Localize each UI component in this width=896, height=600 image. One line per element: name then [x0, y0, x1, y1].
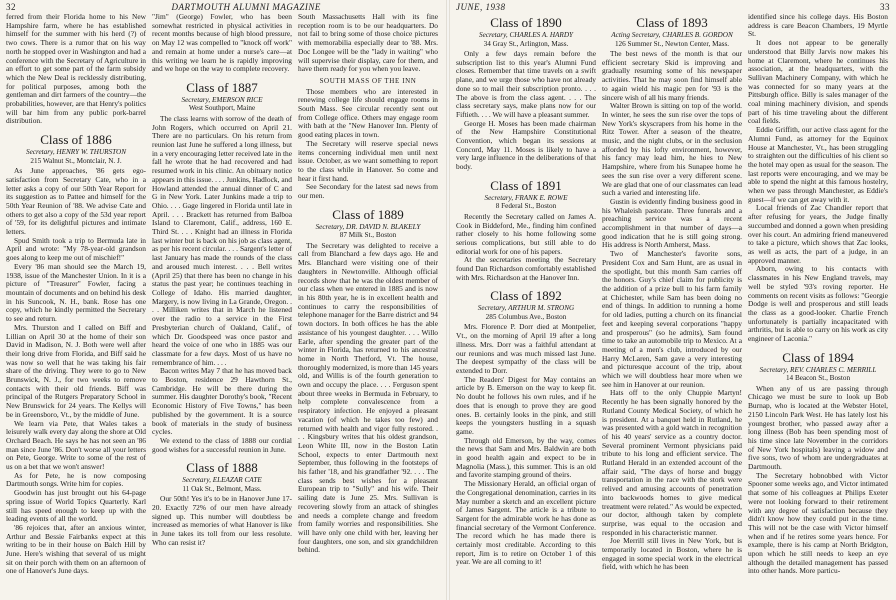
paragraph: Gustin is evidently finding business good in his Whaleish pastorate. Three funerals and a preaching service was a recent accomplishment in that number of days—a good indication that he is still going strong. His address is North Amherst, Mass. — [602, 196, 742, 250]
class-secretary: Secretary, HENRY W. THURSTON — [25, 148, 127, 157]
left-running-head — [6, 2, 321, 12]
right-running-head — [456, 2, 890, 12]
paragraph: Those members who are interested in renewing college life should engage rooms in South Mass. See circular recently sent out from College office. Others may engage room with bath at the "New Hanover Inn. Plenty of good eating places in town. — [298, 86, 438, 140]
issue-date: JUNE, 1938 — [456, 2, 506, 12]
right-page — [450, 0, 896, 600]
class-heading-1886: Class of 1886 — [40, 132, 112, 148]
class-heading-1890: Class of 1890 — [490, 15, 562, 30]
right-column-3 — [748, 13, 888, 600]
paragraph: Spud Smith took a trip to Bermuda late in April and wrote: "My 78-year-old grandson goes along to keep me out of mischief!" — [6, 235, 146, 263]
class-heading-1892: Class of 1892 — [490, 288, 562, 304]
paragraph: Mrs. Florence P. Dorr died at Montpelier, Vt., on the morning of April 19 after a long illness. Mrs. Dorr was a faithful attendant at our reunions and was much missed last June. The deepest sympathy of the class will be extended to Dorr. — [456, 322, 596, 375]
class-address: 34 Gray St., Arlington, Mass. — [483, 39, 569, 48]
page-number-right: 33 — [880, 2, 890, 12]
paragraph: identified since his college days. His Boston address is care Beacon Chambers, 19 Myrtle St. — [748, 13, 888, 39]
paragraph: Every '86 man should see the March 19, 1938, issue of the Manchester Union. In it is a picture of "Treasurer" Fowler, facing a mountain of documents and on behind his desk in his Suncook, N. H., bank. Rose has one copy, which he kindly permitted the Secretary to see and return. — [6, 261, 146, 324]
class-secretary: Secretary, REV. CHARLES C. MERRILL — [759, 365, 877, 374]
paragraph: Walter Brown is sitting on top of the world. In winter, he sees the sun rise over the tops of New York's skyscrapers from his home in the Ritz Tower. After a season of the theatre, music, and the night clubs, or in the seclusion afforded by his lofty environment, however, his fancy may lead him, he hies to New Hampshire, where from his Sunapee home he sees the sun rise over a very different scene. We are glad that one of our classmates can lead such a varied and interesting life. — [602, 101, 742, 198]
left-page — [0, 0, 446, 600]
class-secretary: Secretary, ARTHUR M. STRONG — [477, 304, 575, 313]
class-secretary: Secretary, CHARLES A. HARDY — [478, 31, 574, 39]
paragraph: Bacon writes May 7 that he has moved back to Boston, residence 29 Hawthorn St., Cambridge. He will be there during the summer. His daughter Dorothy's book, "Recent Economic History of Five Towns," has been published by the government. It is a source book of materials in the study of business cycles. — [152, 366, 292, 437]
paragraph: The class learns with sorrow of the death of John Rogers, which occurred on April 21. There are no particulars. On his return from reunion last June he suffered a long illness, but in a very encouraging letter received late in the fall he wrote that he had recovered and had resumed work in his clinic. An obituary notice appears in this issue. . . . Junkins, Hadlock, and Howland attended the annual dinner of C and G in New York. Later Junkins made a trip to Ohio. . . . Gage lingered in Florida until late in April. . . . Brackett has returned from Balboa Island to Claremont, Calif., address, 160 E. Third St. . . . Knight had an illness in Florida last winter but is back on his job as class agent, as per his recent circular. . . . Sargent's letter of last January has made the rounds of the class and aroused much interest. . . . Bell writes (April 25) that there has been no change in his status the past year; he continues teaching in College of Idaho. His married daughter, Margery, is now living in La Grande, Oregon. . . . Milliken writes that in March he listened over the radio to a service in the First Presbyterian church of Oakland, Calif., of which Dr. Goodspeed was once pastor and heard the voice of one who in 1885 was our classmate for a few days. Most of us have no remembrance of him. . . . — [152, 113, 292, 367]
paragraph: As for Pete, he is now composing Dartmouth songs. Write him for copies. — [6, 470, 146, 489]
class-heading-1893: Class of 1893 — [636, 15, 708, 30]
paragraph: It does not appear to be generally understood that Billy Jarvis now makes his home at Claremont, where he continues his association, at the headquarters, with the Sullivan Machinery Company, with which he was connected for so many years at the Pittsburgh office. Billy is sales manager of the coal mining machinery division, and spends part of his time traveling about the different coal fields. — [748, 38, 888, 126]
paragraph: Only a few days remain before the subscription list to this year's Alumni Fund closes. Remember that time travels on a swift plane, and we urge those who have not already done so to mail their subscription pronto. . . . The above is from the class agent. . . . The class secretary says, make plans now for our Fiftieth. . . . We will have a pleasant summer. — [456, 49, 596, 119]
paragraph: The Missionary Herald, an official organ of the Congregational denomination, carries in its May number a sketch and an excellent picture of James Sargent. The article is a tribute to Sargent for the admirable work he has done as financial secretary of the Vermont Conference. The record which he has made there is certainly most creditable. According to this report, Jim is to retire on October 1 of this year. We are all coming to it! — [456, 479, 596, 567]
right-column-1 — [456, 13, 596, 600]
paragraph: ferred from their Florida home to his New Hampshire farm, where he has established himself for the summer with his herd (?) of two cows. There is a rumor that on his way north he stopped over in Washington and had a conference with the Secretary of Agriculture in an effort to get some part of the farm subsidy which the New Deal is recklessly distributing, for political purposes, among both the gentleman and dirt farmers of the country—the probabilities, however, are that Henry's politics will bar him from any public pork-barrel distribution. — [6, 13, 146, 126]
paragraph: Hats off to the only Chuppie Martyn! Recently he has been signally honored by the Rutland County Medical Society, of which he is president. At a banquet held in Rutland, he was presented with a gold watch in recognition of his 40 years' service as a country doctor. Several prominent Vermont physicians paid tribute to his long and efficient service. The Rutland Herald in an extended account of the affair said, "The days of horse and buggy transportation in the race with the stork were relived and amusing accounts of penetration into backwoods homes to give medical treatment were related." As would be expected, our doctor, although taken by complete surprise, was equal to the occasion and responded in his characteristic manner. — [602, 388, 742, 537]
paragraph: See Secondary for the latest sad news from our men. — [298, 182, 438, 201]
paragraph: The Secretary hobnobbed with Victor Spooner some weeks ago, and Victor intimated that some of his colleagues at Philips Exeter were not looking forward to their retirement with any degree of satisfaction because they didn't know how they could put in the time. This will not be the case with Victor himself when and if he retires some years hence. For example, there is his camp at North Bridgton, upon which he still needs to keep an eye although the detailed management has passed into other hands. More particu- — [748, 470, 888, 576]
paragraph: Through old Emerson, by the way, comes the news that Sam and Mrs. Baldwin are both in good health again and expect to be in Magnolia (Mass.), this summer. This is an old and favorite stamping ground of theirs. — [456, 435, 596, 480]
paragraph: The Secretary was delighted to receive a call from Blanchard a few days ago. He and Mrs. Blanchard were visiting one of their daughters in Newtonville. Although official records show that he was the oldest member of our class when we entered in 1885 and is now in his 80th year, he is in excellent health and continues to carry the responsibilities of telephone manager for the Barre district and 94 town doctors. In both offices he has the able assistance of his youngest daughter. . . . Willo Earle, after spending the greater part of the winter in Florida, has returned to his ancestral home in North Thetford, Vt. The house, thoroughly modernized, is more than 145 years old, and Willis is of the fourth generation to own and occupy the place. . . . Ferguson spent about three weeks in Bermuda in February, to help complete convalescence from a respiratory infection. He enjoyed a pleasant vacation (of which he takes too few) and returned with health and vigor fully restored. . . . Kingsbury writes that his oldest grandson, Leon White III, now in the Boston Latin School, expects to enter Dartmouth next September, thus following in the footsteps of his father '18, and his grandfather '92. . . . The class sends best wishes for a pleasant European trip to "Sully" and his wife. Their sailing date is June 25. Mrs. Sullivan is recovering slowly from an attack of shingles and needs a complete change and freedom from family worries and responsibilities. She will have only one child with her, leaving her four daughters, one son, and six grandchildren behind. — [298, 240, 438, 555]
class-heading-1894: Class of 1894 — [782, 349, 854, 365]
paragraph: Goodwin has just brought out his 64-page spring issue of World Topics Quarterly. Karl still has speed enough to keep up with the leading events of all the world. — [6, 488, 146, 524]
paragraph: South Massachusetts Hall with its fine reception room is to be our headquarters. Do not fail to bring some of those choice pictures with memorabilia especially dear to '88. Mrs. Doc Longee will be the "lady in waiting" who will supervise their display, care for them, and have them ready for you when you leave. — [298, 13, 438, 74]
paragraph: We learn via Pete, that Wales takes a leisurely walk every day along the shore at Old Orchard Beach. He says he has not seen an '86 man since June '86. Don't worse all your letters on Pete, George. Write to some of the rest of us on a bet that we won't answer! — [6, 418, 146, 472]
paragraph: The best news of the month is that our efficient secretary Skid is improving and gradually resuming some of his newspaper activities. That he may soon find himself able to again wield his magic pen for '93 is the sincere wish of all his many friends. — [602, 49, 742, 102]
class-heading-1889: Class of 1889 — [332, 206, 404, 222]
paragraph: The Secretary will reserve special news items concerning individual men until next issue. October, as we want something to report to the class while in Hanover. So come and hear it first hand. — [298, 138, 438, 183]
class-address: 215 Walnut St., Montclair, N. J. — [30, 156, 122, 165]
left-column-2 — [152, 13, 292, 600]
left-column-3 — [298, 13, 438, 600]
paragraph: Our 50th! Yes it's to be in Hanover June 17-20. Exactly 72% of our men have already signed up. This number will doubtless be increased as memories of what Hanover is like in June takes its toll from our less resolute. Who can resist it? — [152, 494, 292, 547]
paragraph: Mrs. Thurston and I called on Biff and Lillian on April 30 at the home of their son David in Madison, N. J. Both were well after their long drive from Florida, and Biff said he was now so well that he was taking his fair share of the driving. They were to go to New Brunswick, N. J., for two weeks to remove contacts with their old friends. Biff was principal of the Rutgers Preparatory School in New Brunswick for 24 years. The Kellys will be in Greensboro, Vt., by the middle of June. — [6, 322, 146, 419]
class-secretary: Secretary, ELEAZAR CATE — [182, 476, 262, 485]
paragraph: At the secretaries meeting the Secretary found Dan Richardson comfortably established with Mrs. Richardson at the Hanover Inn. — [456, 255, 596, 282]
class-heading-1888: Class of 1888 — [186, 460, 258, 476]
class-secretary: Secretary, EMERSON RICE — [181, 95, 263, 104]
paragraph: '86 rejoices that, after an anxious winter, Arthur and Bessie Fairbanks expect at this writing to be in their house on Balch Hill by June. Here's wishing that several of us might sit on their porch with them on an afternoon of one of Hanover's June days. — [6, 522, 146, 576]
paragraph: We extend to the class of 1888 our cordial good wishes for a successful reunion in June. — [152, 435, 292, 454]
left-column-1 — [6, 13, 146, 600]
magazine-title: DARTMOUTH ALUMNI MAGAZINE — [171, 2, 321, 12]
paragraph: "Jim" (George) Fowler, who has been somewhat restricted in physical activities in recent months because of high blood pressure, on May 12 was compelled to "knock off work" and remain at home under a nurse's care—at this writing we learn he is rapidly improving and we hope on the way to complete recovery. — [152, 13, 292, 74]
class-address: 11 Oak St., Belmont, Mass. — [182, 484, 262, 493]
paragraph: The Readers' Digest for May contains an article by B. Emerson on the way to keep fit. No doubt he follows his own rules, and if he does that is enough to prove they are good ones. B. certainly looks in the pink, and still keeps the youngsters hustling in a squash game. — [456, 374, 596, 436]
class-address: 14 Beacon St., Boston — [785, 374, 851, 383]
paragraph: Aborn, owing to his contacts with classmates in his New England travels, may well be styled '93's roving reporter. He comments on recent visits as follows: "Georgie Dodge is well and prosperous and still leads the class as a good-looker. Charlie French unfortunately is partially incapacitated with arthritis, but is able to carry on his work as city engineer of Laconia." — [748, 264, 888, 344]
right-column-2 — [602, 13, 742, 600]
paragraph: Eddie Griffith, our active class agent for the Alumni Fund, as attorney for the Equinox House at Manchester, Vt., has been struggling to straighten out the difficulties of his client so the hotel may open as usual for the season. The last reports were encouraging, and we may be able to spend the night at this famous hostelry, when we pass through Manchester, as Eddie's guest—if we can get away with it. — [748, 125, 888, 204]
class-secretary: Secretary, DR. DAVID N. BLAKELY — [315, 222, 421, 231]
class-address: 8 Federal St., Boston — [495, 202, 557, 211]
paragraph: George H. Moses has been made chairman of the New Hampshire Constitutional Convention, which began its sessions at Concord, May 11. Moses is likely to have a very large influence in the deliberations of that body. — [456, 118, 596, 172]
subheading: SOUTH MASS OF THE INN — [319, 76, 417, 85]
class-address: 285 Columbus Ave., Boston — [485, 312, 567, 321]
paragraph: Recently the Secretary called on James A. Cook in Biddeford, Me., finding him confined rather closely to his home following some serious complications, but still able to do editorial work for one of his papers. — [456, 211, 596, 256]
paragraph: As June approaches, '86 gets ego-satisfaction from Secretary Cate, who in a letter asks a copy of our 50th Year Report for its suggestion as to Pattee and himself for the 50th Year Reunion of '88. We advise Cate and others to get also a copy of the 53d year report of '59, for its delightful pictures and intimate letters. — [6, 166, 146, 237]
class-heading-1891: Class of 1891 — [490, 177, 562, 193]
class-address: 87 Milk St., Boston — [339, 231, 397, 240]
class-secretary: Secretary, FRANK E. ROWE — [484, 193, 568, 202]
class-secretary: Acting Secretary, CHARLES B. GORDON — [611, 31, 733, 39]
class-address: West Southport, Maine — [188, 104, 256, 113]
paragraph: Joe Merrill still lives in New York, but is temporarily located in Boston, where he is engaged in some special work in the electrical field, with which he has been — [602, 536, 742, 572]
paragraph: When any of us are passing through Chicago we must be sure to look up Bob Burnap, who is located at the Webster Hotel, 2150 Lincoln Park West. He has lately lost his youngest brother, who passed away after a long illness (Bob has been spending most of his time since late November in the corridors of New York hospitals) leaving a widow and five sons, two of whom are undergraduates at Dartmouth. — [748, 383, 888, 472]
class-heading-1887: Class of 1887 — [186, 79, 258, 95]
paragraph: Local friends of Zac Chandler report that after refusing for years, the Judge finally succumbed and donned a gown when presiding over his court. An admiring friend maneuvered to take a picture, which shows that Zac looks, as well as acts, the part of a judge, in an approved manner. — [748, 203, 888, 265]
paragraph: Two of Manchester's favorite sons, President Cox and Sam Hunt, are as usual in the spotlight, but this month Sam carries off the honors. Guy's chief claim for publicity is the addition of a prize bull to his farm family at Chichester, while Sam has been doing no end of things. In addition to running a home for old ladies, putting a church on its financial feet and keeping several corporations "happy and prosperous" (so he admits), Sam found time to take an automobile trip to Mexico. At a meeting of a men's club, introduced by our Harry McLaren, Sam gave a very interesting and picturesque account of the trip, about which we will doubtless hear more when we see him in Hanover at our reunion. — [602, 249, 742, 389]
class-address: 126 Summer St., Newton Center, Mass. — [614, 39, 730, 48]
page-number-left: 32 — [6, 2, 16, 12]
